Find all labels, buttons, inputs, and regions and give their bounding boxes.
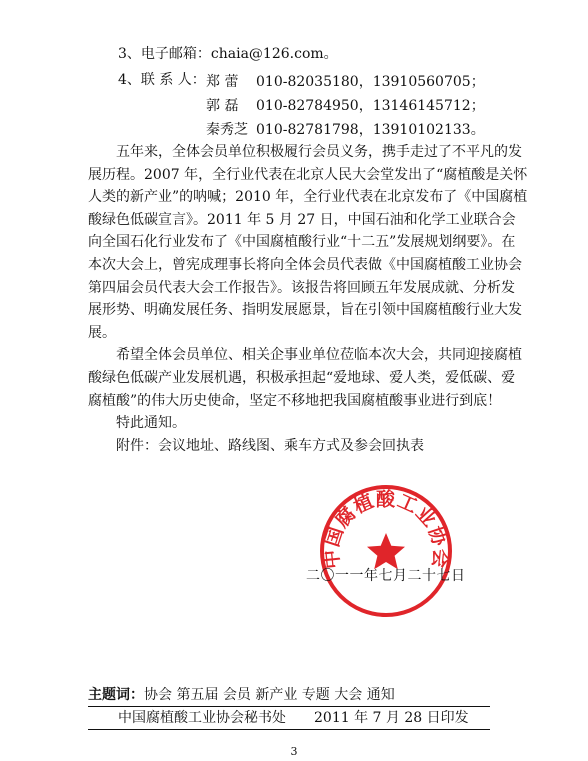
print-date: 2011 年 7 月 28 日印发: [314, 710, 469, 726]
issue-date: 二〇一一年七月二十七日: [306, 568, 466, 584]
seal-text: 中国腐植酸工业协会: [320, 488, 452, 570]
keywords: 协会 第五届 会员 新产业 专题 大会 通知: [144, 687, 395, 703]
footer-rule-top: [88, 706, 490, 707]
issuer: 中国腐植酸工业协会秘书处: [118, 710, 286, 726]
keywords-row: [88, 686, 395, 704]
page-number: 3: [290, 745, 298, 758]
paragraph-invitation: 希望全体会员单位、相关企事业单位莅临本次大会，共同迎接腐植酸绿色低碳产业发展机遇，积极承担起“爱地球、爱人类，爱低碳、爱腐植酸”的伟大历史使命，坚定不移地把我国腐植酸事业进行到底！: [88, 347, 522, 409]
attachment-line: 附件：会议地址、路线图、乘车方式及参会回执表: [116, 437, 424, 454]
paragraph-history: 五年来，全体会员单位积极履行会员义务，携手走过了不平凡的发展历程。2007 年，全行业代表在北京人民大会堂发出了“腐植酸是关怀人类的新产业”的呐喊；2010 年，全行业代表在北京发布了《中国腐植酸绿色低碳宣言》。2011 年 5 月 27 日，中国石油和化学工业联合会向全国石化行业发布了《中国腐植酸行业“十二五”发展规划纲要》。在本次大会上，曾宪成理事长将向全体会员代表做《中国腐植酸工业协会第四届会员代表大会工作报告》。该报告将回顾五年发展成就、分析发展形势、明确发展任务、指明发展愿景，旨在引领中国腐植酸行业大发展。: [88, 144, 528, 341]
contact-phones: 010-82035180，13910560705；: [256, 74, 485, 90]
footer-rule-bottom: [88, 729, 490, 730]
paragraph-notice: 特此通知。: [116, 415, 186, 432]
body-text: [88, 141, 528, 457]
contact-label: 4、联 系 人：: [118, 72, 206, 88]
contact-phones: 010-82781798，13910102133。: [256, 122, 485, 138]
seal-star-icon: [367, 533, 405, 569]
official-seal: [318, 483, 454, 619]
keywords-label: 主题词：: [88, 687, 144, 703]
email-line: 3、电子邮箱：chaia@126.com。: [118, 46, 338, 62]
contact-name: 郭 磊: [206, 98, 239, 114]
contact-name: 郑 蕾: [206, 74, 239, 90]
contact-phones: 010-82784950，13146145712；: [256, 98, 485, 114]
contact-name: 秦秀芝: [206, 122, 248, 138]
